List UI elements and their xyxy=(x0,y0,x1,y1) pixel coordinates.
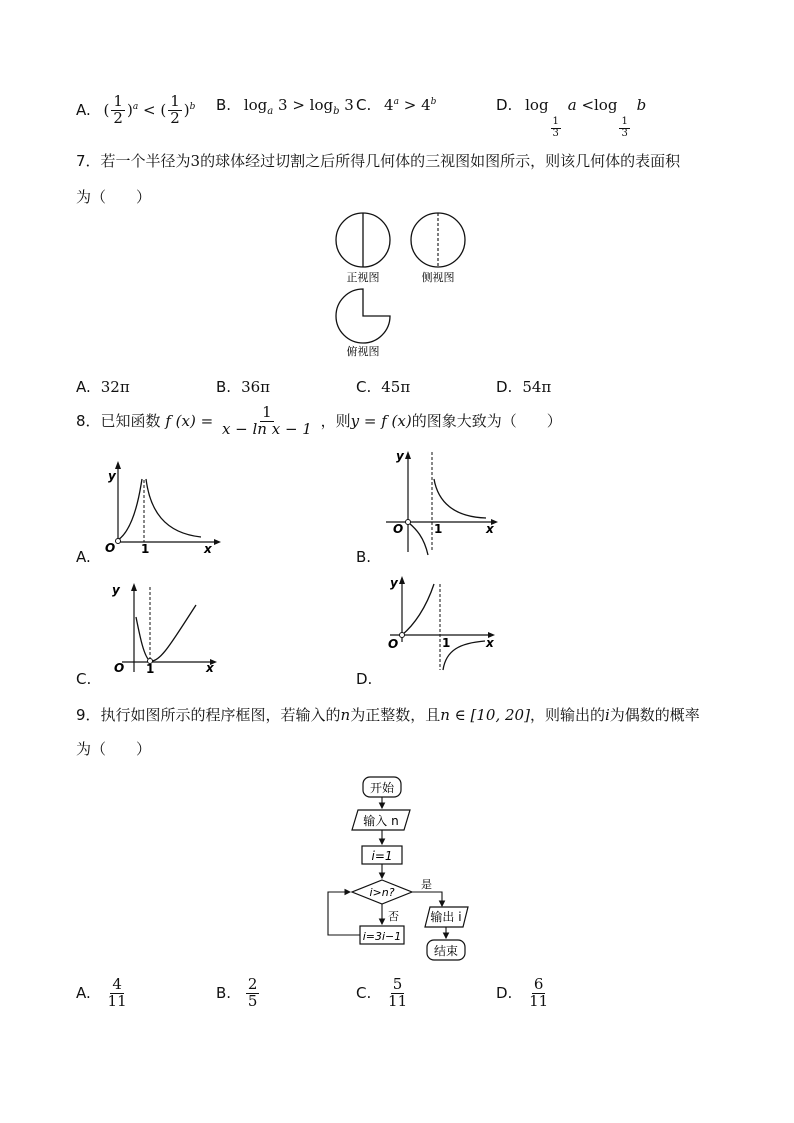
q7-stem-line1: 7．若一个半径为3的球体经过切割之后所得几何体的三视图如图所示，则该几何体的表面积 xyxy=(76,152,681,170)
side-view xyxy=(411,213,465,267)
q7-option-d: D. 54π xyxy=(496,378,552,396)
svg-text:1: 1 xyxy=(442,636,451,650)
svg-text:y: y xyxy=(108,469,116,483)
q8-graph-c xyxy=(110,577,225,677)
q6-option-d: D. log $\frac{1}{3}$ a <log $\frac{1}{3}$ b xyxy=(496,96,647,139)
side-view-label: 侧视图 xyxy=(421,271,455,284)
q7-three-views xyxy=(320,205,490,365)
front-view xyxy=(336,213,390,267)
q7-option-c: C. 45π xyxy=(356,378,411,396)
svg-text:i>n?: i>n? xyxy=(369,886,395,899)
q8-stem: 8．已知函数 f (x) = $\frac{1}{\text{x − ln x − 1}}$ ，则y = f (x)的图象大致为（ ） xyxy=(76,403,562,438)
q6-option-b: B. $\log_a 3 > \log_b 3$ xyxy=(216,96,354,117)
svg-text:开始: 开始 xyxy=(369,781,395,795)
svg-text:1: 1 xyxy=(434,522,443,536)
q9-option-b: B. $\frac{2}{5}$ xyxy=(216,975,258,1010)
q9-stem-line2: 为（ ） xyxy=(76,740,152,758)
q9-flowchart xyxy=(320,770,485,970)
q8-graph-d xyxy=(380,570,500,675)
svg-text:1: 1 xyxy=(146,662,155,676)
q7-stem-line2: 为（ ） xyxy=(76,188,152,206)
q8-option-c-letter: C. xyxy=(76,670,92,688)
q9-option-d: D. $\frac{6}{11}$ xyxy=(496,975,549,1010)
svg-text:x: x xyxy=(204,542,212,555)
q6-option-a: A. ( $\frac{1}{2}$ )$^a$ < ( $\frac{1}{2}$ )$^b$ xyxy=(76,92,196,127)
q6-option-c: C. $4^a > 4^b$ xyxy=(356,96,437,114)
svg-text:是: 是 xyxy=(421,878,432,891)
svg-text:i=3i−1: i=3i−1 xyxy=(362,930,402,943)
svg-text:1: 1 xyxy=(141,542,150,555)
svg-text:i=1: i=1 xyxy=(371,849,393,863)
top-view xyxy=(336,289,390,343)
svg-text:结束: 结束 xyxy=(433,944,459,958)
svg-text:x: x xyxy=(486,636,494,650)
q8-option-a-letter: A. xyxy=(76,548,91,566)
svg-text:y: y xyxy=(390,576,398,590)
svg-text:O: O xyxy=(393,522,404,536)
svg-text:x: x xyxy=(206,661,214,675)
svg-text:x: x xyxy=(486,522,494,536)
q8-graph-b xyxy=(376,447,501,557)
q8-option-b-letter: B. xyxy=(356,548,372,566)
q9-stem-line1: 9．执行如图所示的程序框图，若输入的n为正整数，且n ∈ [10, 20]，则输出的i为偶数的概率 xyxy=(76,706,700,724)
q9-option-a: A. $\frac{4}{11}$ xyxy=(76,975,127,1010)
svg-text:O: O xyxy=(114,661,125,675)
svg-text:输入 n: 输入 n xyxy=(363,814,399,828)
svg-text:输出 i: 输出 i xyxy=(430,910,462,924)
q7-option-b: B. 36π xyxy=(216,378,271,396)
q8-option-d-letter: D. xyxy=(356,670,373,688)
q9-option-c: C. $\frac{5}{11}$ xyxy=(356,975,408,1010)
svg-text:O: O xyxy=(388,637,399,651)
top-view-label: 俯视图 xyxy=(346,345,380,358)
svg-text:O: O xyxy=(105,541,116,555)
svg-text:否: 否 xyxy=(388,910,399,923)
q7-option-a: A. 32π xyxy=(76,378,130,396)
front-view-label: 正视图 xyxy=(346,271,380,284)
svg-text:y: y xyxy=(112,583,120,597)
svg-text:y: y xyxy=(396,449,404,463)
q8-graph-a xyxy=(96,455,226,555)
